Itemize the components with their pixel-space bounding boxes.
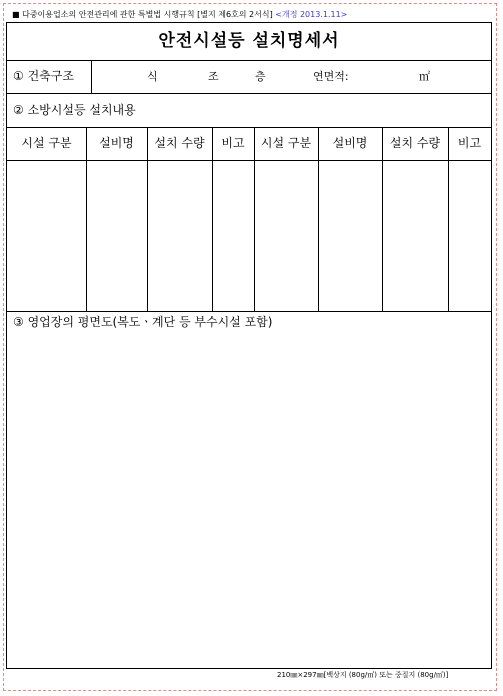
structure-part-2: 조 [208,70,219,83]
divider [91,60,92,93]
floor-plan-label: ③ 영업장의 평면도(복도ㆍ계단 등 부수시설 포함) [13,315,273,329]
column-header-quantity: 설치 수량 [154,136,205,150]
area-unit: ㎡ [419,70,430,83]
column-header-equipment-name: 설비명 [332,136,368,150]
form-table [6,22,492,669]
structure-part-1: 식 [147,70,158,83]
column-header-facility-type: 시설 구분 [260,136,312,150]
column-header-quantity: 설치 수량 [389,136,441,150]
column-divider [254,127,255,311]
revision-date: <개정 2013.1.11> [275,10,348,19]
divider [7,160,491,161]
form-title: 안전시설등 설치명세서 [158,31,340,51]
structure-part-3: 층 [255,70,266,83]
divider [7,311,491,312]
column-divider [212,127,213,311]
paper-spec-footer: 210㎜×297㎜[백상지 (80g/㎡) 또는 중질지 (80g/㎡)] [277,671,449,679]
column-divider [86,127,87,311]
building-structure-label: ① 건축구조 [13,69,74,83]
column-divider [448,127,449,311]
header-text: ■ 다중이용업소의 안전관리에 관한 특별법 시행규칙 [별지 제6호의 2서식] [12,10,273,19]
column-header-remarks: 비고 [221,136,245,150]
column-divider [382,127,383,311]
floor-area-label: 연면적: [313,70,349,83]
column-divider [318,127,319,311]
column-header-equipment-name: 설비명 [99,136,134,150]
column-divider [147,127,148,311]
column-header-facility-type: 시설 구분 [21,136,72,150]
form-header [12,9,347,20]
fire-facility-label: ② 소방시설등 설치내용 [13,103,136,117]
column-header-remarks: 비고 [457,136,482,150]
